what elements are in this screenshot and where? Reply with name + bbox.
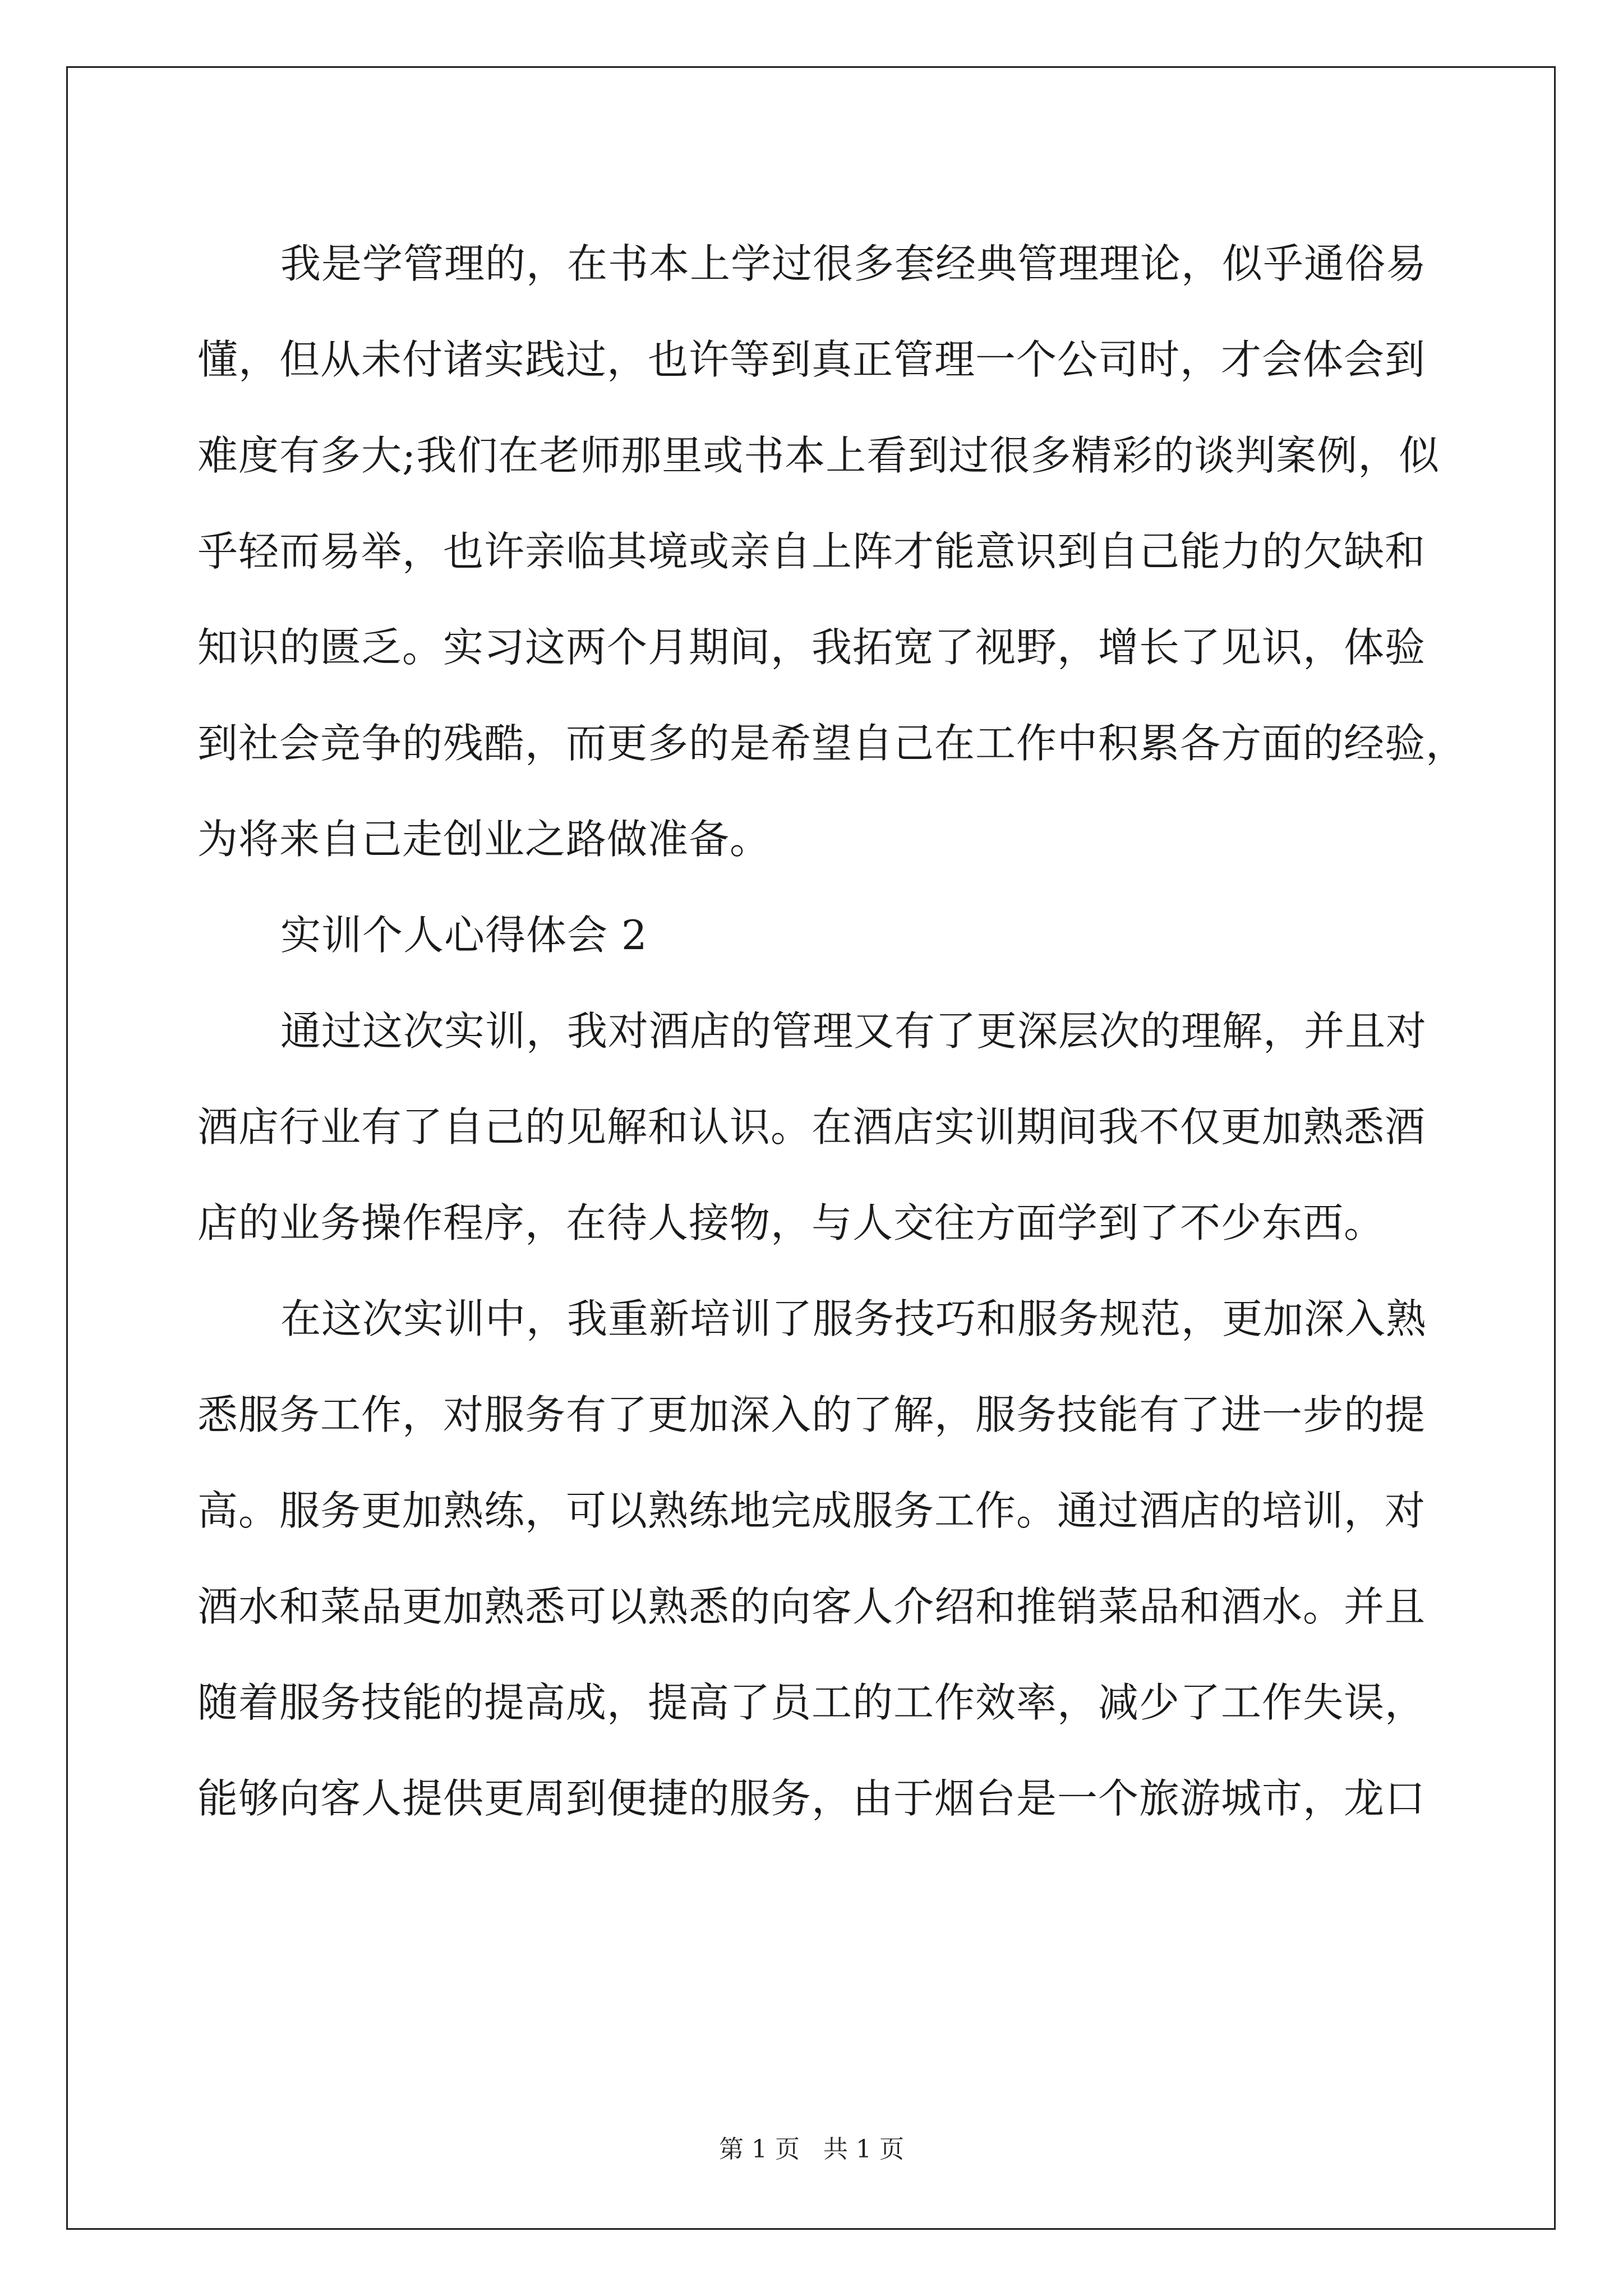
document-body (197, 216, 1470, 1847)
text-line: 酒店行业有了自己的见解和认识。在酒店实训期间我不仅更加熟悉酒 (197, 1103, 1426, 1151)
text-line: 知识的匮乏。实习这两个月期间，我拓宽了视野，增长了见识，体验 (197, 624, 1426, 671)
text-line: 能够向客人提供更周到便捷的服务，由于烟台是一个旅游城市，龙口 (197, 1775, 1426, 1822)
text-line: 乎轻而易举，也许亲临其境或亲自上阵才能意识到自己能力的欠缺和 (197, 528, 1426, 575)
text-line: 高。服务更加熟练，可以熟练地完成服务工作。通过酒店的培训，对 (197, 1487, 1426, 1534)
text-line: 难度有多大;我们在老师那里或书本上看到过很多精彩的谈判案例，似 (197, 432, 1440, 479)
section-heading (197, 887, 1470, 983)
text-line: 悉服务工作，对服务有了更加深入的了解，服务技能有了进一步的提 (197, 1391, 1426, 1438)
text-line: 懂，但从未付诸实践过，也许等到真正管理一个公司时，才会体会到 (197, 336, 1426, 383)
text-line: 通过这次实训，我对酒店的管理又有了更深层次的理解，并且对 (280, 1007, 1427, 1055)
paragraph-hotel-understanding (197, 983, 1470, 1271)
paragraph-service-training (197, 1271, 1470, 1847)
text-line: 为将来自己走创业之路做准备。 (197, 816, 771, 863)
text-line: 我是学管理的，在书本上学过很多套经典管理理论，似乎通俗易 (280, 240, 1427, 287)
text-line: 到社会竞争的残酷，而更多的是希望自己在工作中积累各方面的经验， (197, 720, 1467, 767)
paragraph-management-study (197, 216, 1470, 887)
text-line: 在这次实训中，我重新培训了服务技巧和服务规范，更加深入熟 (280, 1295, 1427, 1342)
text-line: 随着服务技能的提高成，提高了员工的工作效率，减少了工作失误， (197, 1679, 1426, 1726)
section-heading-text: 实训个人心得体会 2 (280, 912, 648, 959)
text-line: 酒水和菜品更加熟悉可以熟悉的向客人介绍和推销菜品和酒水。并且 (197, 1583, 1426, 1630)
text-line: 店的业务操作程序，在待人接物，与人交往方面学到了不少东西。 (197, 1199, 1385, 1246)
page-footer: 第 1 页 共 1 页 (719, 2135, 904, 2164)
